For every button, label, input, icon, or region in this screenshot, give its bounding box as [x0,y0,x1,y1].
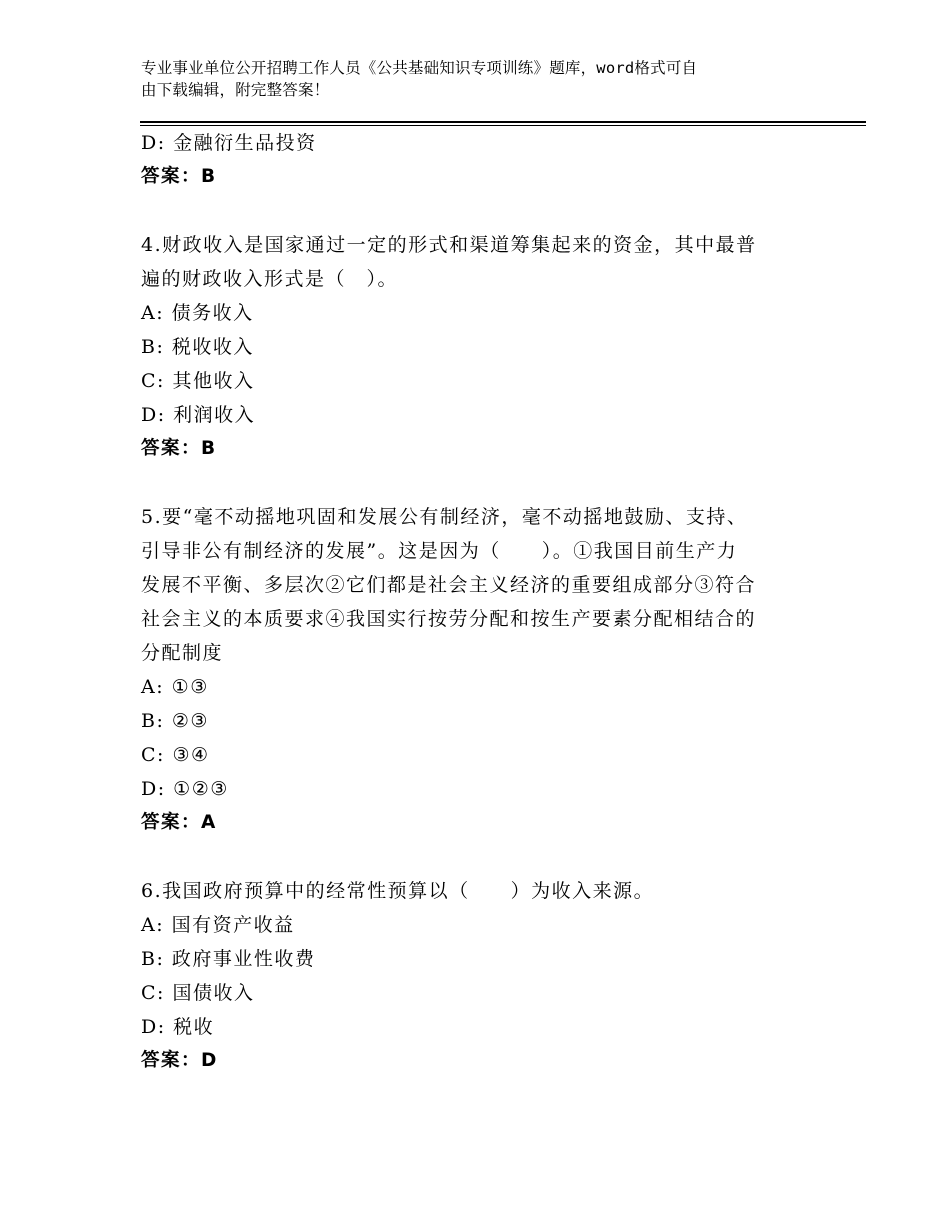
page-header [141,57,811,101]
question-5 [141,500,811,840]
option-d: D: 利润收入 [141,404,256,426]
option-d: D: 金融衍生品投资 [141,132,317,154]
option-c: C: ③④ [141,744,210,766]
header-rule-thick [140,121,866,123]
question-6 [141,874,811,1078]
answer-line: 答案：A [141,812,217,833]
option-c: C: 其他收入 [141,370,255,392]
answer-line: 答案：B [141,166,217,187]
question-stem: 遍的财政收入形式是（ ）。 [141,268,399,290]
spacer [141,194,811,228]
option-b: B: 税收收入 [141,336,254,358]
spacer [141,840,811,874]
question-4 [141,228,811,466]
answer-line: 答案：D [141,1050,218,1071]
option-b: B: 政府事业性收费 [141,948,316,970]
spacer [141,466,811,500]
question-stem: 发展不平衡、多层次②它们都是社会主义经济的重要组成部分③符合 [141,574,757,596]
question-content [141,126,811,1078]
previous-question-tail [141,126,811,194]
question-stem: 5.要“毫不动摇地巩固和发展公有制经济，毫不动摇地鼓励、支持、 [141,506,748,528]
option-b: B: ②③ [141,710,209,732]
option-d: D: ①②③ [141,778,229,800]
question-stem: 4.财政收入是国家通过一定的形式和渠道筹集起来的资金，其中最普 [141,234,757,256]
header-line-1: 专业事业单位公开招聘工作人员《公共基础知识专项训练》题库，word格式可自 [141,59,698,77]
header-line-2: 由下载编辑，附完整答案！ [141,81,330,99]
answer-line: 答案：B [141,438,217,459]
option-a: A: 国有资产收益 [141,914,295,936]
question-stem: 社会主义的本质要求④我国实行按劳分配和按生产要素分配相结合的 [141,608,757,630]
question-stem: 引导非公有制经济的发展”。这是因为（ ）。①我国目前生产力 [141,540,738,562]
option-a: A: ①③ [141,676,209,698]
question-stem: 6.我国政府预算中的经常性预算以（ ）为收入来源。 [141,880,655,902]
option-d: D: 税收 [141,1016,215,1038]
option-a: A: 债务收入 [141,302,254,324]
question-stem: 分配制度 [141,642,224,664]
option-c: C: 国债收入 [141,982,255,1004]
